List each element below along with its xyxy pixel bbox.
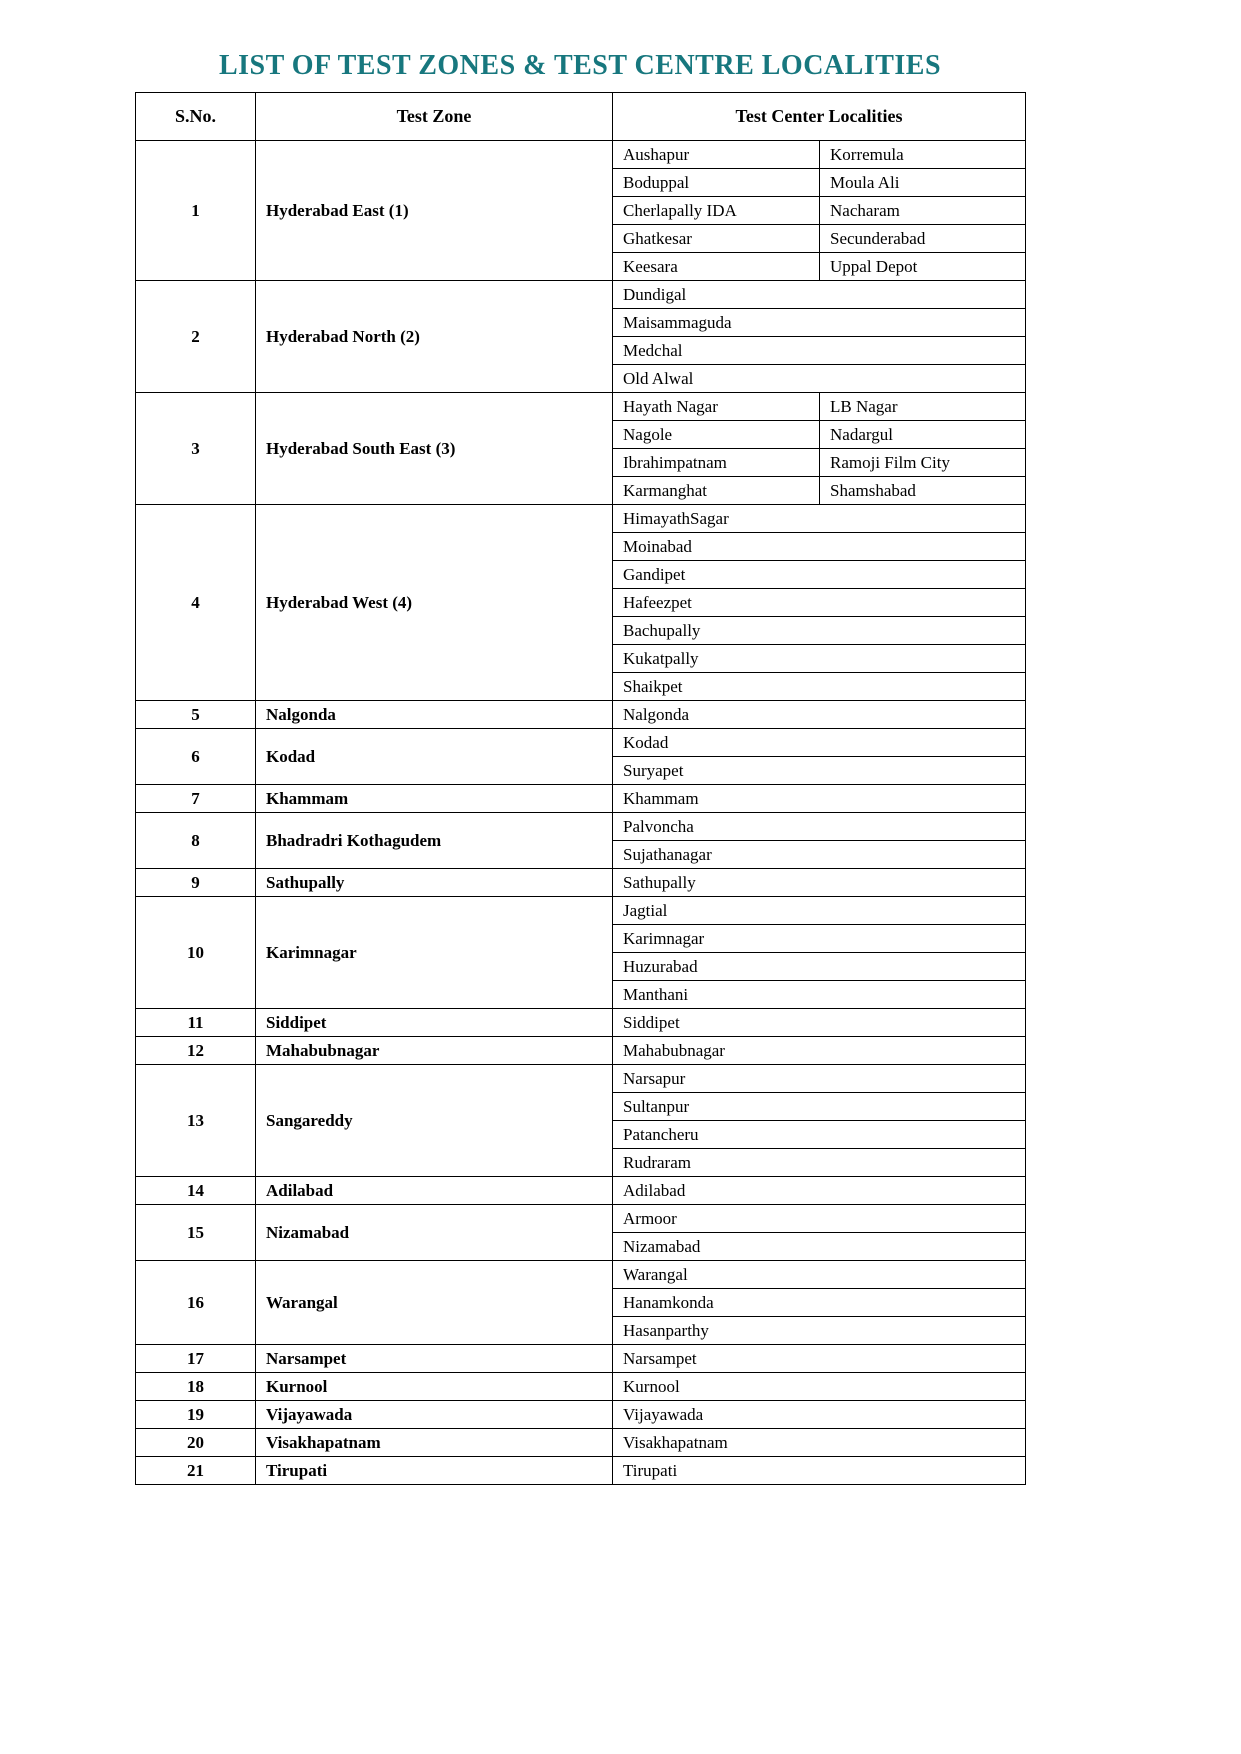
serial-number-cell: 5 (136, 701, 256, 729)
test-zone-cell: Nalgonda (256, 701, 613, 729)
serial-number-cell: 19 (136, 1401, 256, 1429)
locality-cell: Karimnagar (613, 925, 1026, 953)
table-row (136, 1373, 1026, 1401)
test-zone-cell: Hyderabad East (1) (256, 141, 613, 281)
locality-cell: Hasanparthy (613, 1317, 1026, 1345)
test-zone-cell: Narsampet (256, 1345, 613, 1373)
table-row (136, 1009, 1026, 1037)
serial-number-cell: 11 (136, 1009, 256, 1037)
table-row (136, 1037, 1026, 1065)
locality-cell: Khammam (613, 785, 1026, 813)
locality-cell: Bachupally (613, 617, 1026, 645)
table-row (136, 1401, 1026, 1429)
locality-cell: Old Alwal (613, 365, 1026, 393)
serial-number-cell: 4 (136, 505, 256, 701)
table-row (136, 393, 1026, 421)
locality-cell: Secunderabad (820, 225, 1026, 253)
table-row (136, 897, 1026, 925)
table-row (136, 1429, 1026, 1457)
table-row (136, 701, 1026, 729)
serial-number-cell: 16 (136, 1261, 256, 1345)
serial-number-cell: 14 (136, 1177, 256, 1205)
locality-cell: Vijayawada (613, 1401, 1026, 1429)
serial-number-cell: 8 (136, 813, 256, 869)
serial-number-cell: 21 (136, 1457, 256, 1485)
locality-cell: Suryapet (613, 757, 1026, 785)
test-zone-cell: Hyderabad North (2) (256, 281, 613, 393)
locality-cell: Moula Ali (820, 169, 1026, 197)
serial-number-cell: 13 (136, 1065, 256, 1177)
table-row (136, 1177, 1026, 1205)
locality-cell: Nizamabad (613, 1233, 1026, 1261)
locality-cell: Korremula (820, 141, 1026, 169)
locality-cell: Medchal (613, 337, 1026, 365)
table-row (136, 505, 1026, 533)
locality-cell: Cherlapally IDA (613, 197, 820, 225)
document-content (135, 50, 1025, 1485)
locality-cell: Nagole (613, 421, 820, 449)
serial-number-cell: 20 (136, 1429, 256, 1457)
locality-cell: Uppal Depot (820, 253, 1026, 281)
serial-number-cell: 15 (136, 1205, 256, 1261)
test-zone-cell: Khammam (256, 785, 613, 813)
test-zone-cell: Siddipet (256, 1009, 613, 1037)
serial-number-cell: 1 (136, 141, 256, 281)
table-body (136, 141, 1026, 1485)
locality-cell: Warangal (613, 1261, 1026, 1289)
test-zone-cell: Kurnool (256, 1373, 613, 1401)
locality-cell: HimayathSagar (613, 505, 1026, 533)
table-row (136, 141, 1026, 169)
locality-cell: Manthani (613, 981, 1026, 1009)
locality-cell: Armoor (613, 1205, 1026, 1233)
locality-cell: Sathupally (613, 869, 1026, 897)
locality-cell: Karmanghat (613, 477, 820, 505)
locality-cell: Siddipet (613, 1009, 1026, 1037)
test-zone-cell: Bhadradri Kothagudem (256, 813, 613, 869)
header-test-zone: Test Zone (256, 93, 613, 141)
serial-number-cell: 17 (136, 1345, 256, 1373)
locality-cell: Kurnool (613, 1373, 1026, 1401)
locality-cell: Kodad (613, 729, 1026, 757)
serial-number-cell: 9 (136, 869, 256, 897)
locality-cell: Hanamkonda (613, 1289, 1026, 1317)
locality-cell: Visakhapatnam (613, 1429, 1026, 1457)
locality-cell: Maisammaguda (613, 309, 1026, 337)
table-row (136, 281, 1026, 309)
locality-cell: Ibrahimpatnam (613, 449, 820, 477)
table-header-row (136, 93, 1026, 141)
test-zone-cell: Warangal (256, 1261, 613, 1345)
locality-cell: Moinabad (613, 533, 1026, 561)
table-row (136, 1205, 1026, 1233)
test-zone-cell: Hyderabad West (4) (256, 505, 613, 701)
locality-cell: Nalgonda (613, 701, 1026, 729)
locality-cell: Ghatkesar (613, 225, 820, 253)
locality-cell: Kukatpally (613, 645, 1026, 673)
test-zone-cell: Vijayawada (256, 1401, 613, 1429)
locality-cell: Dundigal (613, 281, 1026, 309)
locality-cell: Narsapur (613, 1065, 1026, 1093)
test-zone-cell: Hyderabad South East (3) (256, 393, 613, 505)
locality-cell: Rudraram (613, 1149, 1026, 1177)
table-row (136, 1457, 1026, 1485)
locality-cell: Palvoncha (613, 813, 1026, 841)
serial-number-cell: 2 (136, 281, 256, 393)
locality-cell: Nacharam (820, 197, 1026, 225)
locality-cell: Jagtial (613, 897, 1026, 925)
locality-cell: Hafeezpet (613, 589, 1026, 617)
test-zone-cell: Tirupati (256, 1457, 613, 1485)
locality-cell: Keesara (613, 253, 820, 281)
test-zone-cell: Nizamabad (256, 1205, 613, 1261)
test-zone-cell: Visakhapatnam (256, 1429, 613, 1457)
table-row (136, 785, 1026, 813)
locality-cell: Aushapur (613, 141, 820, 169)
table-row (136, 813, 1026, 841)
locality-cell: Boduppal (613, 169, 820, 197)
test-zone-cell: Adilabad (256, 1177, 613, 1205)
serial-number-cell: 6 (136, 729, 256, 785)
locality-cell: Sujathanagar (613, 841, 1026, 869)
serial-number-cell: 12 (136, 1037, 256, 1065)
header-sno: S.No. (136, 93, 256, 141)
locality-cell: Shaikpet (613, 673, 1026, 701)
locality-cell: Sultanpur (613, 1093, 1026, 1121)
table-header (136, 93, 1026, 141)
locality-cell: Huzurabad (613, 953, 1026, 981)
locality-cell: Nadargul (820, 421, 1026, 449)
locality-cell: LB Nagar (820, 393, 1026, 421)
header-test-center-localities: Test Center Localities (613, 93, 1026, 141)
table-row (136, 1065, 1026, 1093)
serial-number-cell: 10 (136, 897, 256, 1009)
test-zone-cell: Mahabubnagar (256, 1037, 613, 1065)
serial-number-cell: 18 (136, 1373, 256, 1401)
table-row (136, 869, 1026, 897)
table-row (136, 1345, 1026, 1373)
locality-cell: Narsampet (613, 1345, 1026, 1373)
serial-number-cell: 7 (136, 785, 256, 813)
test-zones-table (135, 92, 1026, 1485)
locality-cell: Tirupati (613, 1457, 1026, 1485)
locality-cell: Adilabad (613, 1177, 1026, 1205)
test-zone-cell: Karimnagar (256, 897, 613, 1009)
table-row (136, 1261, 1026, 1289)
test-zone-cell: Kodad (256, 729, 613, 785)
serial-number-cell: 3 (136, 393, 256, 505)
locality-cell: Patancheru (613, 1121, 1026, 1149)
test-zone-cell: Sangareddy (256, 1065, 613, 1177)
locality-cell: Ramoji Film City (820, 449, 1026, 477)
test-zone-cell: Sathupally (256, 869, 613, 897)
locality-cell: Mahabubnagar (613, 1037, 1026, 1065)
table-row (136, 729, 1026, 757)
locality-cell: Hayath Nagar (613, 393, 820, 421)
page-title: LIST OF TEST ZONES & TEST CENTRE LOCALITIES (218, 50, 942, 81)
locality-cell: Shamshabad (820, 477, 1026, 505)
locality-cell: Gandipet (613, 561, 1026, 589)
